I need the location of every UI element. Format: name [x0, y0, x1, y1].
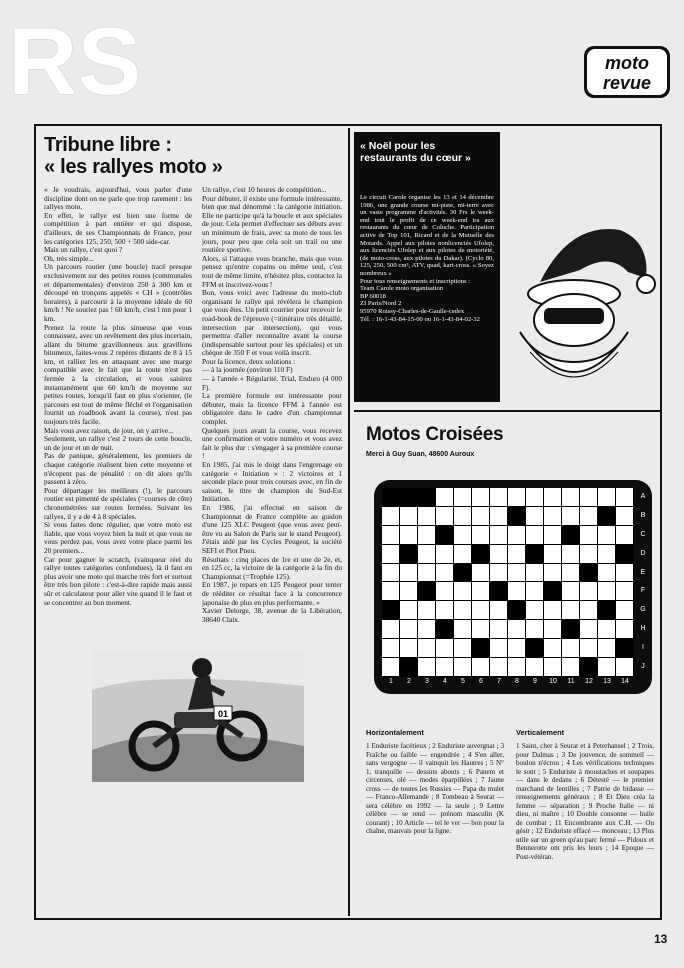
crossword-row-letters: A B C D E F G H I J: [640, 493, 646, 671]
crossword-cell: [598, 620, 616, 639]
crossword-cell: [418, 601, 436, 620]
crossword-cell: [580, 658, 598, 677]
crossword-cell: [526, 545, 544, 564]
crossword-cell: [472, 620, 490, 639]
crossword-cell: [562, 488, 580, 507]
crossword-cell: [418, 639, 436, 658]
crossword-cell: [400, 526, 418, 545]
tribune-libre-article: [38, 128, 350, 916]
crossword-cell: [616, 526, 634, 545]
crossword-cell: [472, 582, 490, 601]
crossword-cell: [580, 564, 598, 583]
article-column-2: Un rallye, c'est 10 heures de compétition... Pour débuter, il existe une formule intéressante, bien que mal dénommé : la catégorie initiation. Elle ne participe qu'à la boucle et aux spéciales de jour. Cela permet d'effectuer ses débuts avec un minimum de frais, avec sa moto de tous les jours, pour peu que cela soit un trail ou une routière sportive. Alors, si l'attaque vous branche, mais que vous pensez qu'entre copains ou même seul, c'est tout de même limite, n'hésitez plus, contactez la FFM et inscrivez-vous ! Bon, vous voici avec l'adresse du moto-club organisant le rallye qui révèlera le champion que vous êtes. Un petit courrier pour recevoir le road-book de l'épreuve (=itinéraire très détaillé, intersection par intersection), qui vous permettra d'aller reconnaître avant la course (indispensable surtout pour les spéciales) et un chèque de 350 F et vous voilà inscrit. Pour la licence, deux solutions : — à la journée (environ 110 F) — à l'année « Régularité. Trial, Enduro (4 000 F). La première formule est intéressante pour débuter, mais la licence FFM à l'année est obligatoire dans le cadre d'un championnat complet. Quelques jours avant la course, vous recevez une confirmation et votre numéro et vous avez fait le plus dur : s'engager à sa première course ! En 1985, j'ai mis le doigt dans l'engrenage en catégorie « Initiation » : 2 victoires et 1 seconde place pour trois courses avec, en fin de saison, le titre de champion du Sud-Est Initiation. En 1986, j'ai effectué en saison de Championnat de France complète au guidon d'une 125 XLC Peugeot (que vous avez peut-être vu au Salon de Paris sur le stand Peugeot). J'étais aidé par les Cycles Peugeot, la société SEFI et Piot Pneu. Résultats : cinq places de 1re et une de 2e, et, en 125 cc, la victoire de la catégorie à la fin du Championnat (=Trophée 125). En 1987, je repars en 125 Peugeot pour tenter de rééditer ce résultat face à la concurrence japonaise de plus en plus performante. » Xavier Delorge, 38, avenue de la Libération, 38640 Claix.: [202, 186, 342, 624]
crossword-cell: [562, 620, 580, 639]
crossword-cell: [400, 582, 418, 601]
crossword-cell: [508, 601, 526, 620]
crossword-cell: [598, 582, 616, 601]
crossword-cell: [616, 658, 634, 677]
crossword-cell: [418, 526, 436, 545]
crossword-cell: [580, 601, 598, 620]
crossword-cell: [526, 601, 544, 620]
crossword-cell: [580, 488, 598, 507]
crossword-cell: [382, 620, 400, 639]
crossword-cell: [418, 582, 436, 601]
crossword-cell: [382, 582, 400, 601]
crossword-cell: [526, 658, 544, 677]
noel-body: Le circuit Carole organise les 13 et 14 décembre 1986, une grande course mi-piste, mi-terre avec un vaste programme d'activités. 30 Frs le week-end tout le profit de ce week-end ira aux restaurants du cœur de Coluche. Participation active de Top 101, Ricard et de la Mutuelle des Motards. Appel aux pilotes nonlicenciés Ufolep, aux licenciés Ufolep et aux pilotes de motoriété, (de moto-cross, aux pilotes du Dakar). (Cyclo 80, 125, 250, 500 cm³, ATV, quad, kart-cross. « Soyez nombreux » Pour tous renseignements et inscriptions : Team Carole moto organisation BP 60018 ZI Paris/Nord 2 95970 Roissy-Charles-de-Gaulle-cedex Tél. : 16-1-43-84-15-00 ou 16-1-43-84-02-32: [360, 194, 494, 323]
crossword-cell: [544, 639, 562, 658]
crossword-cell: [490, 639, 508, 658]
crossword-cell: [580, 545, 598, 564]
santa-helmet-illustration: [500, 212, 656, 398]
crossword-cell: [508, 507, 526, 526]
crossword-cell: [436, 526, 454, 545]
crossword-cell: [436, 601, 454, 620]
crossword-cell: [472, 488, 490, 507]
crossword-cell: [616, 620, 634, 639]
crossword-cell: [418, 658, 436, 677]
number-plate: 01: [217, 709, 229, 719]
crossword-cell: [508, 526, 526, 545]
crossword-cell: [508, 545, 526, 564]
crossword-cell: [418, 545, 436, 564]
crossword-cell: [508, 564, 526, 583]
crossword-cell: [616, 601, 634, 620]
crossword-cell: [598, 658, 616, 677]
crossword-cell: [526, 507, 544, 526]
crossword-cell: [382, 601, 400, 620]
crossword-cell: [436, 658, 454, 677]
crossword-cell: [598, 639, 616, 658]
crossword-cell: [454, 601, 472, 620]
crossword-cell: [544, 582, 562, 601]
crossword-cell: [382, 639, 400, 658]
crossword-cell: [436, 564, 454, 583]
crossword-cell: [400, 658, 418, 677]
crossword-cell: [508, 620, 526, 639]
crossword-cell: [436, 620, 454, 639]
crossword-cell: [418, 620, 436, 639]
crossword-cell: [400, 639, 418, 658]
crossword-cell: [454, 658, 472, 677]
crossword-cell: [436, 582, 454, 601]
crossword-cell: [472, 564, 490, 583]
crossword-cell: [562, 507, 580, 526]
crossword-cell: [580, 620, 598, 639]
crossword-cell: [418, 488, 436, 507]
crossword-cell: [490, 526, 508, 545]
crossword-cell: [382, 488, 400, 507]
crossword-cell: [382, 658, 400, 677]
crossword-cell: [418, 507, 436, 526]
crossword-cell: [526, 620, 544, 639]
crossword-cell: [472, 526, 490, 545]
crossword-cell: [616, 545, 634, 564]
crossword-puzzle: [374, 480, 652, 694]
crossword-cell: [562, 582, 580, 601]
crossword-cell: [472, 507, 490, 526]
crossword-cell: [436, 507, 454, 526]
vertical-clues-heading: Verticalement: [516, 728, 565, 737]
crossword-cell: [544, 620, 562, 639]
crossword-cell: [454, 526, 472, 545]
crossword-cell: [508, 582, 526, 601]
crossword-cell: [454, 545, 472, 564]
crossword-cell: [472, 545, 490, 564]
section-header-letters: RS: [8, 8, 142, 115]
crossword-cell: [436, 639, 454, 658]
crossword-cell: [544, 564, 562, 583]
crossword-cell: [400, 601, 418, 620]
article-column-1: « Je voudrais, aujourd'hui, vous parler d'une discipline dont on ne parle que trop rarement : les rallyes moto. En effet, le rallye est bien une forme de compétition à part entière et qui dispose, d'ailleurs, de ses Championnats de France, pour les catégories 125, 250, 500 + 500 side-car. Mais un rallye, c'est quoi ? Oh, très simple... Un parcours routier (une boucle) tracé presque exclusivement sur des petites routes (communales et départementales) d'environ 250 à 300 km et découpé en tronçons appelés « CH » (contrôles horaires), à parcourir à la moyenne idéale de 60 km/h ! Ne souriez pas ! 60 km/h, c'est l mn pour 1 km. Prenez la route la plus sinueuse que vous connaissez, avec un revêtement des plus incertain, allant du bitume gravillonneux aux gravillons bitumeux, faites-vous 2 repères distants de 8 à 15 km, et ralliez les en attaquant avec une marge compatible avec le fait que la route n'est pas fermée à la circulation, et vous saisirez instantanément que 60 km/h de moyenne sur petites routes, lorsqu'il faut en plus s'orienter, (le parcours est tout de même fléché et l'organisation fournit un roadbook avant la course), n'est pas toujours très facile. Mais vous avez raison, de jour, on y arrive... Seulement, un rallye c'est 2 tours de cette boucle, un de jour et un de nuit. Pas de panique, généralement, les premiers de chaque catégorie réalisent bien cette moyenne et n'écopent pas de pénalité : on dit alors qu'ils passent à zéro. Pour départager les meilleurs (!), le parcours routier est pimenté de spéciales (=courses de côte) chronométrées sur routes fermées. Suivant les rallyes, il y a de 4 à 8 spéciales. Si vous faites donc régulier, que votre moto est fiable, que vous voyez bien la nuit et que vous ne vous perdez pas, vous avez votre place parmi les 20 premiers... Car pour gagner le scratch, (vainqueur réel du rallye toutes catégories confondues), là il faut en plus avoir une moto qui marche très fort et surtout être très bon pilote : c'est-à-dire rapide mais aussi sûr et calculateur pour aller vite quand il le faut et se concentrer au bon moment.: [44, 186, 192, 607]
crossword-title: Motos Croisées: [366, 424, 504, 445]
crossword-cell: [382, 564, 400, 583]
crossword-cell: [598, 601, 616, 620]
crossword-cell: [598, 564, 616, 583]
crossword-cell: [562, 564, 580, 583]
crossword-cell: [382, 507, 400, 526]
crossword-cell: [544, 658, 562, 677]
page-number: 13: [654, 932, 668, 946]
logo-line2: revue: [602, 73, 652, 93]
crossword-cell: [526, 582, 544, 601]
crossword-cell: [472, 658, 490, 677]
article-title: Tribune libre : « les rallyes moto »: [44, 134, 223, 178]
crossword-cell: [526, 639, 544, 658]
crossword-cell: [454, 507, 472, 526]
crossword-cell: [598, 526, 616, 545]
crossword-cell: [490, 488, 508, 507]
crossword-cell: [400, 545, 418, 564]
noel-restaurants-du-coeur-box: [354, 132, 500, 402]
crossword-cell: [436, 545, 454, 564]
crossword-cell: [598, 488, 616, 507]
crossword-cell: [598, 507, 616, 526]
crossword-cell: [454, 564, 472, 583]
crossword-cell: [580, 507, 598, 526]
logo-line1: moto: [605, 53, 649, 73]
crossword-cell: [472, 639, 490, 658]
crossword-cell: [400, 564, 418, 583]
crossword-cell: [562, 526, 580, 545]
crossword-cell: [616, 564, 634, 583]
crossword-cell: [580, 526, 598, 545]
crossword-cell: [544, 545, 562, 564]
crossword-cell: [454, 620, 472, 639]
section-divider: [354, 410, 660, 412]
crossword-cell: [544, 507, 562, 526]
crossword-cell: [616, 582, 634, 601]
crossword-cell: [490, 545, 508, 564]
motorcycle-photo: [92, 650, 304, 782]
crossword-cell: [562, 601, 580, 620]
crossword-cell: [526, 488, 544, 507]
crossword-cell: [400, 620, 418, 639]
crossword-credit: Merci à Guy Suan, 48600 Auroux: [366, 451, 475, 458]
crossword-cell: [454, 639, 472, 658]
crossword-cell: [490, 620, 508, 639]
crossword-cell: [490, 582, 508, 601]
crossword-cell: [418, 564, 436, 583]
crossword-cell: [544, 526, 562, 545]
horizontal-clues: 1 Enduriste facétieux ; 2 Enduriste auvergnat ; 3 Fraîche ou faible — engendrée ; 4 S'en aller, sans vergogne — il vainquit les Hautres ; 5 N° 1, tranquille — dessins abouts ; 6 Panem et circenses, olé — modes éparpillées ; 7 Jaune cross — de toutes les Russies — Papa du mulet — Franco-Allemande ; 8 Tombeau à Seurat — sera célèbre en 1992 — la seule ; 9 Lettre célèbre — se rend — prénom masculin (K courant) ; 10 Article — tel le ver — bon pour la chaîne, mauvais pour la ligne.: [366, 742, 504, 835]
crossword-cell: [562, 639, 580, 658]
crossword-cell: [490, 601, 508, 620]
crossword-cell: [544, 488, 562, 507]
moto-revue-logo: [584, 46, 670, 98]
noel-title: « Noël pour les restaurants du cœur »: [360, 140, 471, 164]
crossword-cell: [472, 601, 490, 620]
crossword-cell: [454, 488, 472, 507]
horizontal-clues-heading: Horizontalement: [366, 728, 424, 737]
crossword-cell: [526, 526, 544, 545]
crossword-cell: [580, 639, 598, 658]
crossword-cell: [490, 507, 508, 526]
crossword-column-numbers: 1 2 3 4 5 6 7 8 9 10 11 12 13 14: [389, 678, 629, 685]
crossword-cell: [490, 658, 508, 677]
crossword-cell: [508, 658, 526, 677]
crossword-cell: [490, 564, 508, 583]
crossword-cell: [526, 564, 544, 583]
crossword-cell: [616, 639, 634, 658]
crossword-cell: [562, 545, 580, 564]
crossword-cell: [616, 507, 634, 526]
crossword-cell: [400, 507, 418, 526]
crossword-cell: [382, 526, 400, 545]
crossword-cell: [508, 488, 526, 507]
crossword-grid: [382, 488, 634, 677]
vertical-clues: 1 Saint, cher à Seurat et à Peterhansel ; 2 Trois, pour Dalmas ; 3 De jouvence, de sommeil — boulon n'écrou ; 4 Les vérifications techniques le sont ; 5 Enduriste à moustaches et soupapes — dans le dedans ; 6 Détesté — le premier marchand de lentilles ; 7 Patrie de bidasse — renseignements généraux ; 8 Et Dieu créa la femme — séparation ; 9 Proche Italie — ni dieu, ni maître ; 10 Double consonne — huile de combat ; 11 Encombrante aux C.H. — Ou gésir ; 12 Enduriste effacé — monceau ; 13 Plus utile sur un green qu'au parc fermé — Pidoux et Bennerotte ont pris les leurs ; 14 Epoque — Post-vétéran.: [516, 742, 654, 861]
crossword-cell: [436, 488, 454, 507]
crossword-cell: [580, 582, 598, 601]
crossword-cell: [382, 545, 400, 564]
crossword-cell: [562, 658, 580, 677]
crossword-cell: [544, 601, 562, 620]
crossword-cell: [454, 582, 472, 601]
crossword-cell: [400, 488, 418, 507]
crossword-cell: [616, 488, 634, 507]
crossword-cell: [598, 545, 616, 564]
crossword-cell: [508, 639, 526, 658]
